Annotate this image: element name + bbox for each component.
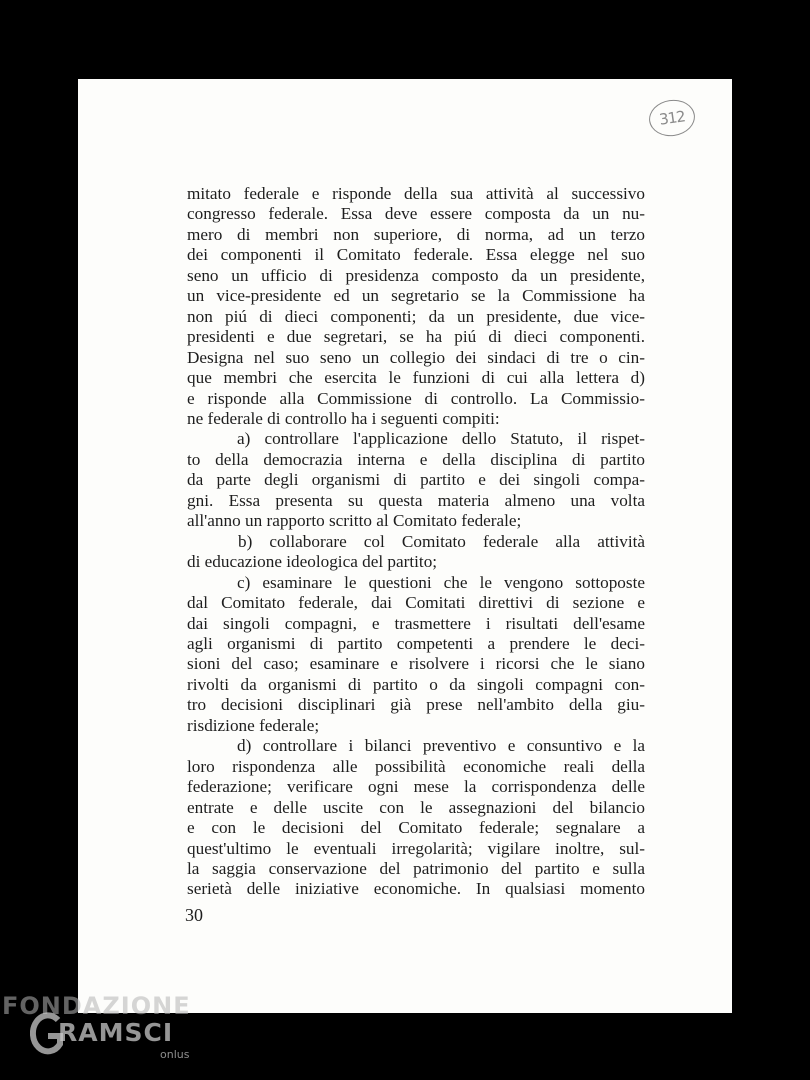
text-line: to della democrazia interna e della disciplina di partito (187, 449, 645, 469)
text-line: dal Comitato federale, dai Comitati direttivi di sezione e (187, 593, 645, 613)
text-line: all'anno un rapporto scritto al Comitato federale; (187, 511, 522, 531)
text-line: sioni del caso; esaminare e risolvere i ricorsi che le siano (187, 654, 645, 674)
text-line: rivolti da organismi di partito o da singoli compagni con- (187, 674, 645, 694)
watermark-fondazione: FONDAZIONE (2, 992, 191, 1020)
text-line: presidenti e due segretari, se ha piú di dieci componenti. (187, 327, 645, 347)
text-line: di educazione ideologica del partito; (187, 552, 438, 572)
text-line: e con le decisioni del Comitato federale; segnalare a (187, 818, 645, 838)
text-line: dai singoli compagni, e trasmettere i risultati dell'esame (187, 613, 645, 633)
text-line: dei componenti il Comitato federale. Essa elegge nel suo (187, 245, 645, 265)
text-line: que membri che esercita le funzioni di cui alla lettera d) (187, 368, 645, 388)
text-line: entrate e delle uscite con le assegnazioni del bilancio (187, 797, 645, 817)
text-line: quest'ultimo le eventuali irregolarità; vigilare inoltre, sul- (187, 838, 645, 858)
text-line: Designa nel suo seno un collegio dei sindaci di tre o cin- (187, 347, 645, 367)
text-line: c) esaminare le questioni che le vengono sottoposte (237, 572, 645, 592)
page-number: 30 (185, 905, 203, 925)
watermark-onlus: onlus (160, 1048, 190, 1061)
fondazione-gramsci-watermark (0, 988, 230, 1080)
body-text (187, 184, 645, 900)
watermark-gramsci: RAMSCI (58, 1018, 174, 1047)
text-line: da parte degli organismi di partito e dei singoli compa- (187, 470, 645, 490)
text-line: loro rispondenza alle possibilità economiche reali della (187, 756, 645, 776)
text-line: agli organismi di partito competenti a prendere le deci- (187, 633, 645, 653)
archive-number-mark: 312 (647, 97, 698, 139)
text-line: serietà delle iniziative economiche. In qualsiasi momento (187, 879, 645, 899)
text-line: b) collaborare col Comitato federale alla attività (238, 531, 645, 551)
text-line: risdizione federale; (187, 715, 320, 735)
text-line: federazione; verificare ogni mese la corrispondenza delle (187, 777, 645, 797)
text-line: tro decisioni disciplinari già prese nell'ambito della giu- (187, 695, 645, 715)
text-line: gni. Essa presenta su questa materia almeno una volta (187, 490, 645, 510)
text-line: mero di membri non superiore, di norma, ad un terzo (187, 224, 645, 244)
text-line: congresso federale. Essa deve essere composta da un nu- (187, 204, 645, 224)
text-line: a) controllare l'applicazione dello Statuto, il rispet- (237, 429, 645, 449)
text-line: un vice-presidente ed un segretario se la Commissione ha (187, 286, 645, 306)
text-line: ne federale di controllo ha i seguenti compiti: (187, 408, 500, 428)
text-line: seno un ufficio di presidenza composto da un presidente, (187, 265, 645, 285)
text-line: mitato federale e risponde della sua attività al successivo (187, 184, 645, 203)
text-line: e risponde alla Commissione di controllo. La Commissio- (187, 388, 645, 408)
text-line: non piú di dieci componenti; da un presidente, due vice- (187, 306, 645, 326)
text-line: d) controllare i bilanci preventivo e consuntivo e la (237, 736, 645, 756)
text-line: la saggia conservazione del patrimonio del partito e sulla (187, 858, 645, 878)
